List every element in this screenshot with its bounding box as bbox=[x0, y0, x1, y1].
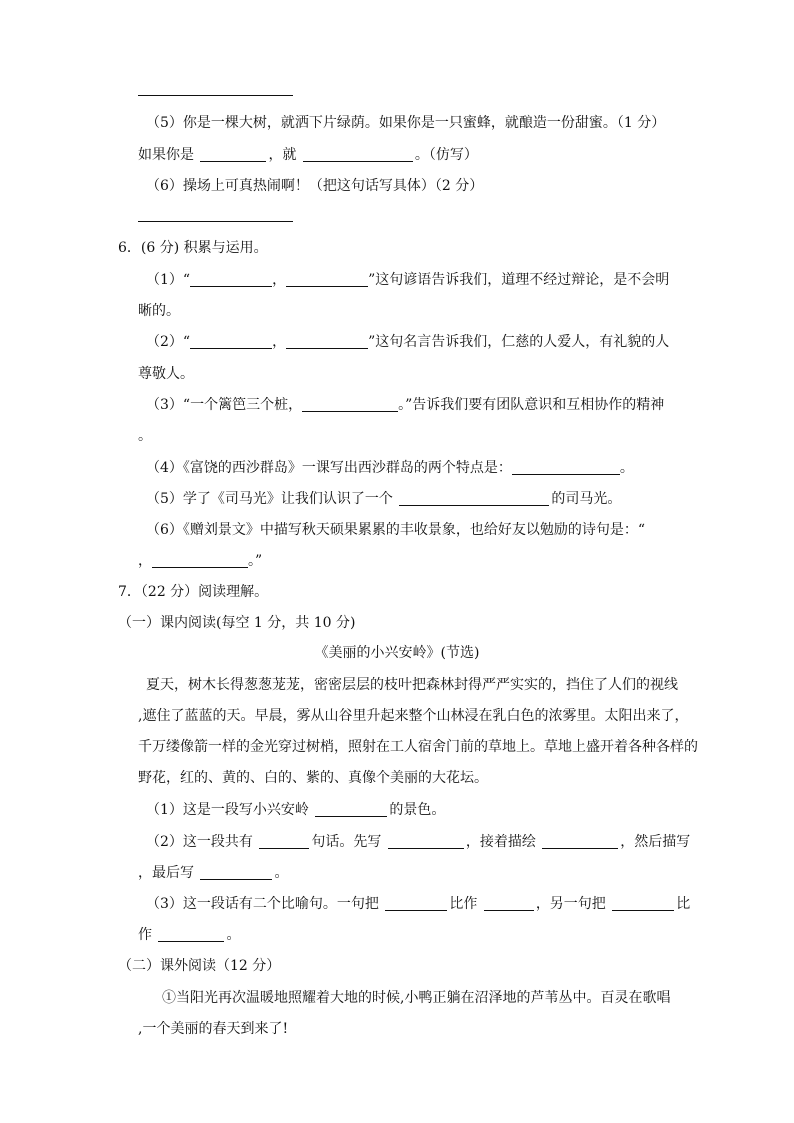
passage-line-2: ,遮住了蓝蓝的天。早晨，雾从山谷里升起来整个山林浸在乳白色的浓雾里。太阳出来了， bbox=[138, 708, 689, 724]
q5-item6-prompt: （6）操场上可真热闹啊！（把这句话写具体）（2 分） bbox=[146, 178, 484, 194]
answer-blank-q7-3c[interactable] bbox=[612, 896, 674, 911]
passage-line-1: 夏天，树木长得葱葱茏茏，密密层层的枝叶把森林封得严严实实的，挡住了人们的视线 bbox=[146, 677, 678, 693]
q5-item5-prompt: （5）你是一棵大树，就洒下片绿荫。如果你是一只蜜蜂，就酿造一份甜蜜。（1 分） bbox=[146, 115, 666, 131]
answer-blank-q7-3b[interactable] bbox=[484, 896, 534, 911]
answer-blank-q6-2a[interactable] bbox=[190, 334, 272, 349]
q7-sub3-cont: 作 。 bbox=[138, 927, 241, 943]
q6-item4: （4）《富饶的西沙群岛》一课写出西沙群岛的两个特点是： 。 bbox=[146, 460, 634, 476]
answer-blank-q5-5a[interactable] bbox=[200, 147, 266, 162]
answer-blank-q6-5[interactable] bbox=[399, 491, 549, 506]
q7-sub3: （3）这一段话有二个比喻句。一句把 比作 ，另一句把 比 bbox=[146, 896, 691, 912]
answer-blank-q7-3a[interactable] bbox=[385, 896, 447, 911]
answer-blank-q6-4[interactable] bbox=[512, 460, 620, 475]
q6-heading: 6．(6 分) 积累与运用。 bbox=[118, 240, 268, 256]
q6-item2: （2）“ ， ”这句名言告诉我们，仁慈的人爱人，有礼貌的人 bbox=[146, 334, 670, 350]
q6-item5: （5）学了《司马光》让我们认识了一个 的司马光。 bbox=[146, 491, 622, 507]
answer-blank-q7-2d[interactable] bbox=[200, 865, 272, 880]
answer-blank-q6-1a[interactable] bbox=[190, 272, 272, 287]
ext-passage-line-1: ①当阳光再次温暖地照耀着大地的时候,小鸭正躺在沼泽地的芦苇丛中。百灵在歌唱 bbox=[162, 990, 671, 1006]
q7-section2-title: （二）课外阅读（12 分） bbox=[118, 958, 281, 974]
answer-blank-q6-1b[interactable] bbox=[286, 272, 368, 287]
answer-blank-q7-2a[interactable] bbox=[259, 834, 309, 849]
q7-sub2: （2）这一段共有 句话。先写 ，接着描绘 ，然后描写 bbox=[146, 834, 691, 850]
q6-item1: （1）“ ， ”这句谚语告诉我们，道理不经过辩论，是不会明 bbox=[146, 272, 670, 288]
q7-section1-title: （一）课内阅读(每空 1 分，共 10 分) bbox=[118, 615, 356, 631]
q6-item2-cont: 尊敬人。 bbox=[138, 366, 194, 382]
ext-passage-line-2: ,一个美丽的春天到来了! bbox=[138, 1021, 289, 1037]
q7-heading: 7．（22 分）阅读理解。 bbox=[118, 584, 269, 600]
answer-line-q5-6[interactable] bbox=[138, 221, 293, 222]
passage-title: 《美丽的小兴安岭》(节选) bbox=[314, 645, 480, 661]
answer-line-q5-4[interactable] bbox=[138, 95, 293, 96]
q7-sub1: （1）这是一段写小兴安岭 的景色。 bbox=[146, 802, 446, 818]
q6-item3-cont: 。 bbox=[138, 428, 152, 444]
passage-line-3: 千万缕像箭一样的金光穿过树梢，照射在工人宿舍门前的草地上。草地上盛开着各种各样的 bbox=[138, 739, 698, 755]
q6-item6-cont: ， 。” bbox=[138, 553, 263, 569]
answer-blank-q6-3[interactable] bbox=[302, 397, 398, 412]
answer-blank-q7-2c[interactable] bbox=[542, 834, 618, 849]
q5-item5-imitation: 如果你是 ，就 。（仿写） bbox=[138, 147, 478, 163]
q7-sub2-cont: ，最后写 。 bbox=[138, 865, 289, 881]
answer-blank-q7-3d[interactable] bbox=[158, 927, 224, 942]
answer-blank-q6-2b[interactable] bbox=[286, 334, 368, 349]
q6-item3: （3）“一个篱笆三个桩， 。”告诉我们要有团队意识和互相协作的精神 bbox=[146, 397, 665, 413]
answer-blank-q6-6[interactable] bbox=[152, 553, 248, 568]
answer-blank-q7-2b[interactable] bbox=[388, 834, 464, 849]
answer-blank-q5-5b[interactable] bbox=[303, 147, 413, 162]
q6-item6: （6）《赠刘景文》中描写秋天硕果累累的丰收景象，也给好友以勉励的诗句是：“ bbox=[146, 522, 646, 538]
passage-line-4: 野花，红的、黄的、白的、紫的、真像个美丽的大花坛。 bbox=[138, 770, 488, 786]
answer-blank-q7-1[interactable] bbox=[315, 802, 387, 817]
q6-item1-cont: 晰的。 bbox=[138, 303, 180, 319]
